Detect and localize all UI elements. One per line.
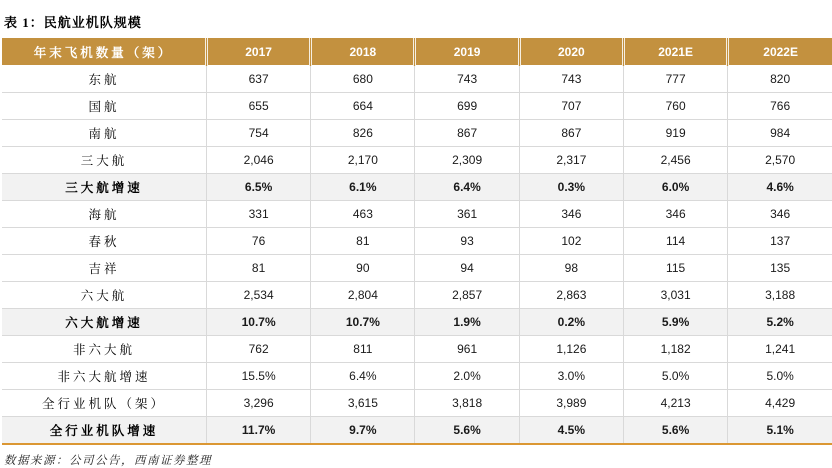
cell-value: 10.7%: [311, 309, 415, 336]
cell-value: 3,031: [623, 282, 727, 309]
cell-value: 2,456: [623, 147, 727, 174]
cell-value: 6.1%: [311, 174, 415, 201]
cell-value: 811: [311, 336, 415, 363]
table-row: [2, 66, 832, 93]
table-row: [2, 309, 832, 336]
row-label: 春秋: [2, 228, 206, 255]
cell-value: 5.6%: [623, 417, 727, 445]
cell-value: 0.2%: [519, 309, 623, 336]
cell-value: 6.4%: [311, 363, 415, 390]
cell-value: 137: [728, 228, 832, 255]
table-row: [2, 93, 832, 120]
table-body: [2, 66, 832, 445]
cell-value: 2,857: [415, 282, 519, 309]
row-label: 海航: [2, 201, 206, 228]
cell-value: 2.0%: [415, 363, 519, 390]
cell-value: 3,615: [311, 390, 415, 417]
cell-value: 4.5%: [519, 417, 623, 445]
cell-value: 984: [728, 120, 832, 147]
cell-value: 90: [311, 255, 415, 282]
cell-value: 777: [623, 66, 727, 93]
column-header-metric: 年末飞机数量（架）: [2, 38, 206, 66]
cell-value: 4.6%: [728, 174, 832, 201]
cell-value: 2,863: [519, 282, 623, 309]
row-label: 非六大航增速: [2, 363, 206, 390]
table-row: [2, 282, 832, 309]
table-row: [2, 255, 832, 282]
page-title: 表 1：民航业机队规模: [4, 15, 142, 30]
cell-value: 6.0%: [623, 174, 727, 201]
row-label: 东航: [2, 66, 206, 93]
cell-value: 9.7%: [311, 417, 415, 445]
cell-value: 98: [519, 255, 623, 282]
cell-value: 2,317: [519, 147, 623, 174]
cell-value: 76: [206, 228, 310, 255]
column-header-2017: 2017: [206, 38, 310, 66]
table-row: [2, 228, 832, 255]
cell-value: 361: [415, 201, 519, 228]
row-label: 全行业机队增速: [2, 417, 206, 445]
cell-value: 1,126: [519, 336, 623, 363]
cell-value: 820: [728, 66, 832, 93]
column-header-2018: 2018: [311, 38, 415, 66]
cell-value: 6.4%: [415, 174, 519, 201]
cell-value: 919: [623, 120, 727, 147]
row-label: 三大航增速: [2, 174, 206, 201]
cell-value: 3,818: [415, 390, 519, 417]
cell-value: 15.5%: [206, 363, 310, 390]
column-header-2020: 2020: [519, 38, 623, 66]
table-row: [2, 174, 832, 201]
cell-value: 1,241: [728, 336, 832, 363]
cell-value: 346: [519, 201, 623, 228]
cell-value: 2,534: [206, 282, 310, 309]
cell-value: 961: [415, 336, 519, 363]
cell-value: 707: [519, 93, 623, 120]
cell-value: 3,188: [728, 282, 832, 309]
row-label: 六大航: [2, 282, 206, 309]
cell-value: 826: [311, 120, 415, 147]
row-label: 南航: [2, 120, 206, 147]
cell-value: 1,182: [623, 336, 727, 363]
cell-value: 3,296: [206, 390, 310, 417]
cell-value: 1.9%: [415, 309, 519, 336]
cell-value: 331: [206, 201, 310, 228]
cell-value: 346: [728, 201, 832, 228]
cell-value: 5.6%: [415, 417, 519, 445]
row-label: 全行业机队（架）: [2, 390, 206, 417]
cell-value: 2,804: [311, 282, 415, 309]
table-row: [2, 201, 832, 228]
cell-value: 81: [311, 228, 415, 255]
cell-value: 94: [415, 255, 519, 282]
cell-value: 3.0%: [519, 363, 623, 390]
cell-value: 4,429: [728, 390, 832, 417]
cell-value: 81: [206, 255, 310, 282]
table-row: [2, 336, 832, 363]
cell-value: 4,213: [623, 390, 727, 417]
cell-value: 754: [206, 120, 310, 147]
row-label: 国航: [2, 93, 206, 120]
row-label: 非六大航: [2, 336, 206, 363]
cell-value: 6.5%: [206, 174, 310, 201]
row-label: 三大航: [2, 147, 206, 174]
cell-value: 699: [415, 93, 519, 120]
cell-value: 463: [311, 201, 415, 228]
cell-value: 346: [623, 201, 727, 228]
table-row: [2, 390, 832, 417]
table-header: [2, 38, 832, 66]
cell-value: 760: [623, 93, 727, 120]
column-header-2022e: 2022E: [728, 38, 832, 66]
cell-value: 743: [415, 66, 519, 93]
cell-value: 93: [415, 228, 519, 255]
cell-value: 867: [415, 120, 519, 147]
fleet-size-table: [2, 38, 832, 445]
cell-value: 867: [519, 120, 623, 147]
cell-value: 5.2%: [728, 309, 832, 336]
cell-value: 2,309: [415, 147, 519, 174]
cell-value: 5.1%: [728, 417, 832, 445]
row-label: 六大航增速: [2, 309, 206, 336]
cell-value: 766: [728, 93, 832, 120]
cell-value: 655: [206, 93, 310, 120]
cell-value: 102: [519, 228, 623, 255]
row-label: 吉祥: [2, 255, 206, 282]
cell-value: 2,046: [206, 147, 310, 174]
cell-value: 637: [206, 66, 310, 93]
cell-value: 5.0%: [623, 363, 727, 390]
table-row: [2, 363, 832, 390]
table-header-row: [2, 38, 832, 66]
column-header-2019: 2019: [415, 38, 519, 66]
cell-value: 5.0%: [728, 363, 832, 390]
cell-value: 762: [206, 336, 310, 363]
cell-value: 2,570: [728, 147, 832, 174]
cell-value: 10.7%: [206, 309, 310, 336]
table-row: [2, 147, 832, 174]
table-row: [2, 417, 832, 445]
column-header-2021e: 2021E: [623, 38, 727, 66]
cell-value: 135: [728, 255, 832, 282]
cell-value: 664: [311, 93, 415, 120]
cell-value: 114: [623, 228, 727, 255]
data-source-note: 数据来源：公司公告，西南证券整理: [4, 455, 212, 467]
table-row: [2, 120, 832, 147]
cell-value: 680: [311, 66, 415, 93]
cell-value: 115: [623, 255, 727, 282]
cell-value: 5.9%: [623, 309, 727, 336]
cell-value: 3,989: [519, 390, 623, 417]
cell-value: 2,170: [311, 147, 415, 174]
cell-value: 11.7%: [206, 417, 310, 445]
cell-value: 743: [519, 66, 623, 93]
cell-value: 0.3%: [519, 174, 623, 201]
